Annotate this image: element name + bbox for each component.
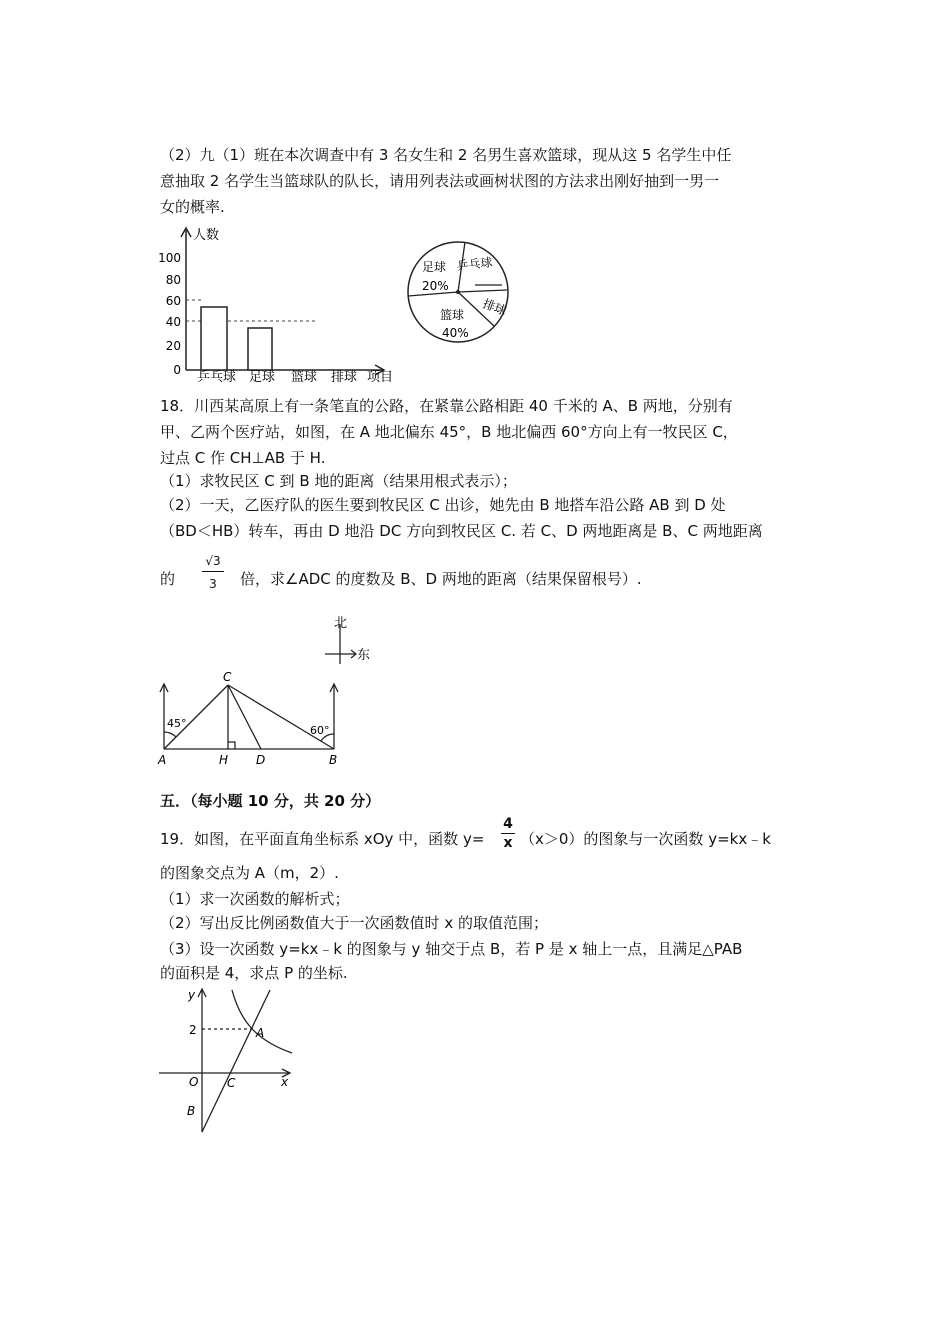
label-C: C — [223, 670, 232, 684]
q19-figure — [155, 985, 300, 1135]
x-tick-basketball: 篮球 — [291, 370, 318, 385]
angle-B: 60° — [310, 724, 330, 737]
q17-part2-line1: （2）九（1）班在本次调查中有 3 名女生和 2 名男生喜欢篮球，现从这 5 名学生中任 — [160, 146, 732, 164]
compass-north: 北 — [334, 616, 348, 631]
q19-part2: （2）写出反比例函数值大于一次函数值时 x 的取值范围； — [160, 914, 548, 932]
pie-chart — [400, 230, 515, 350]
x-tick-volleyball: 排球 — [331, 370, 358, 385]
q19-part3-line1: （3）设一次函数 y=kx﹣k 的图象与 y 轴交于点 B，若 P 是 x 轴上一点，且满足△PAB — [160, 940, 743, 958]
pie-label-volleyball: 排球 — [480, 296, 509, 319]
y-tick: 20 — [165, 339, 181, 353]
fraction-numerator: √3 — [202, 553, 224, 572]
q18-figure — [155, 612, 375, 770]
label-A: A — [256, 1026, 265, 1040]
q18-part2-line1: （2）一天，乙医疗队的医生要到牧民区 C 出诊，她先由 B 地搭车沿公路 AB 到 D 处 — [160, 496, 726, 514]
y-tick: 0 — [173, 363, 181, 377]
q18-line3: 过点 C 作 CH⊥AB 于 H. — [160, 449, 326, 467]
q19-line1-post: （x＞0）的图象与一次函数 y=kx﹣k — [520, 830, 771, 848]
x-tick-football: 足球 — [249, 370, 276, 385]
bar-football — [248, 328, 272, 370]
compass-east: 东 — [357, 648, 371, 663]
axis-x-label: x — [281, 1075, 289, 1089]
fraction-numerator: 4 — [501, 815, 515, 834]
angle-A: 45° — [167, 717, 187, 730]
pie-label-basketball: 篮球 — [440, 308, 465, 322]
label-B: B — [329, 753, 338, 767]
x-tick-pingpong: 乒乓球 — [197, 370, 237, 385]
pie-label-pingpong: 乒乓球 — [455, 255, 494, 273]
x-axis-label: 项目 — [367, 370, 394, 385]
pie-label-football: 足球 — [422, 260, 447, 274]
q18-part2-line3-pre: 的 — [160, 570, 176, 588]
q19-fraction — [501, 815, 515, 852]
section5-heading: 五．（每小题 10 分，共 20 分） — [160, 792, 381, 810]
q18-line1: 18．川西某高原上有一条笔直的公路，在紧靠公路相距 40 千米的 A、B 两地，分别有 — [160, 397, 733, 415]
pie-pct-football: 20% — [422, 279, 449, 293]
q18-fraction — [202, 553, 224, 592]
y-tick: 60 — [165, 294, 181, 308]
q19-part1: （1）求一次函数的解析式； — [160, 890, 350, 908]
fraction-denominator: x — [503, 835, 513, 851]
q19-line2: 的图象交点为 A（m，2）. — [160, 864, 339, 882]
q18-part1: （1）求牧民区 C 到 B 地的距离（结果用根式表示）； — [160, 472, 517, 490]
y-tick: 40 — [165, 315, 181, 329]
axis-y-label: y — [188, 988, 196, 1002]
label-A: A — [158, 753, 167, 767]
q18-line2: 甲、乙两个医疗站，如图，在 A 地北偏东 45°，B 地北偏西 60°方向上有一牧民区 C， — [160, 423, 738, 441]
q17-part2-line3: 女的概率. — [160, 198, 225, 216]
tick-2: 2 — [189, 1023, 197, 1037]
label-O: O — [189, 1075, 199, 1089]
y-axis-label: 人数 — [193, 228, 220, 243]
q19-part3-line2: 的面积是 4，求点 P 的坐标. — [160, 964, 348, 982]
q17-part2-line2: 意抽取 2 名学生当篮球队的队长，请用列表法或画树状图的方法求出刚好抽到一男一 — [160, 172, 720, 190]
bar-chart — [155, 222, 405, 387]
label-C: C — [227, 1076, 236, 1090]
fraction-denominator: 3 — [209, 577, 217, 591]
y-tick: 100 — [158, 251, 181, 265]
q18-part2-line3-post: 倍，求∠ADC 的度数及 B、D 两地的距离（结果保留根号）. — [240, 570, 642, 588]
label-B: B — [187, 1104, 196, 1118]
bar-pingpong — [201, 307, 227, 370]
y-tick: 80 — [165, 273, 181, 287]
q18-part2-line2: （BD＜HB）转车，再由 D 地沿 DC 方向到牧民区 C. 若 C、D 两地距离是 B、C 两地距离 — [160, 522, 763, 540]
q19-line1-pre: 19．如图，在平面直角坐标系 xOy 中，函数 y= — [160, 830, 485, 848]
label-D: D — [256, 753, 266, 767]
pie-pct-basketball: 40% — [442, 326, 469, 340]
label-H: H — [219, 753, 229, 767]
